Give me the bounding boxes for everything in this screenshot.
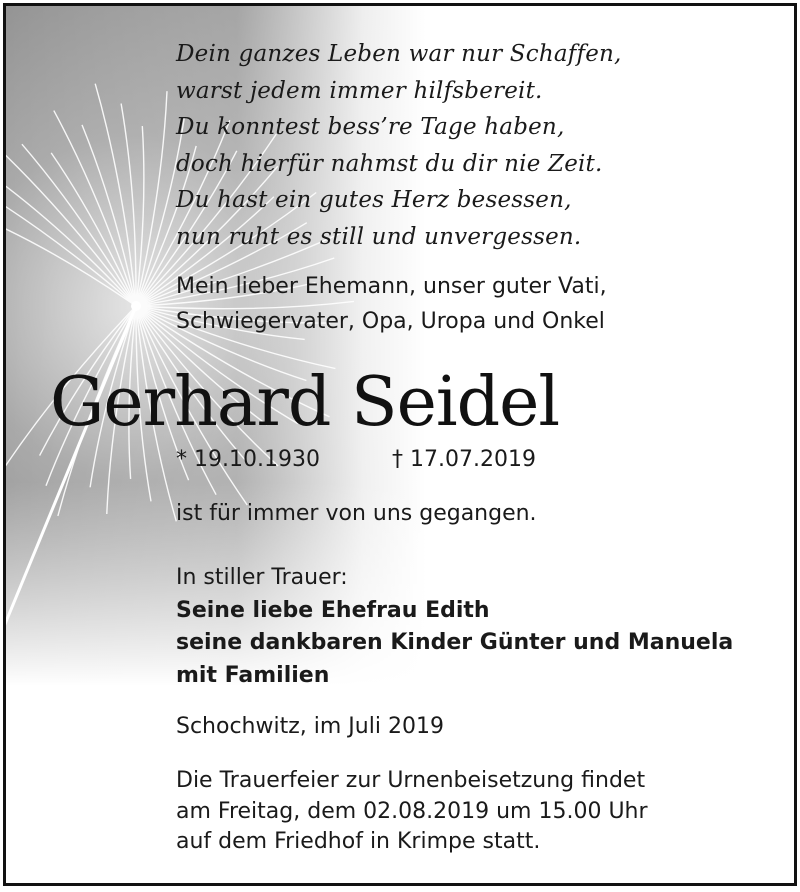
intro-line: Schwiegervater, Opa, Uropa und Onkel xyxy=(176,309,605,334)
poem-line: nun ruht es still und unvergessen. xyxy=(176,223,582,250)
funeral-line: Die Trauerfeier zur Urnenbeisetzung findet xyxy=(176,768,646,793)
memorial-poem xyxy=(176,36,622,255)
mourner-line: seine dankbaren Kinder Günter und Manuela xyxy=(176,630,734,655)
poem-line: doch hierfür nahmst du dir nie Zeit. xyxy=(176,150,603,177)
place-and-date: Schochwitz, im Juli 2019 xyxy=(176,714,444,739)
mourners-block xyxy=(176,562,733,692)
birth-date: * 19.10.1930 xyxy=(176,447,320,472)
death-date: † 17.07.2019 xyxy=(392,447,536,472)
deceased-name: Gerhard Seidel xyxy=(50,363,560,442)
relationship-intro xyxy=(176,269,607,339)
poem-line: Du hast ein gutes Herz besessen, xyxy=(176,187,572,213)
funeral-line: auf dem Friedhof in Krimpe statt. xyxy=(176,829,541,854)
mourning-heading: In stiller Trauer: xyxy=(176,565,348,590)
poem-line: warst jedem immer hilfsbereit. xyxy=(176,77,543,104)
intro-line: Mein lieber Ehemann, unser guter Vati, xyxy=(176,274,607,299)
mourner-line: Seine liebe Ehefrau Edith xyxy=(176,597,490,623)
poem-line: Du konntest bess’re Tage haben, xyxy=(176,114,565,140)
obituary-notice xyxy=(3,3,797,886)
funeral-information xyxy=(176,766,648,858)
passed-away-text: ist für immer von uns gegangen. xyxy=(176,501,537,526)
funeral-line: am Freitag, dem 02.08.2019 um 15.00 Uhr xyxy=(176,798,648,824)
poem-line: Dein ganzes Leben war nur Schaffen, xyxy=(176,41,622,67)
mourner-line: mit Familien xyxy=(176,662,330,688)
